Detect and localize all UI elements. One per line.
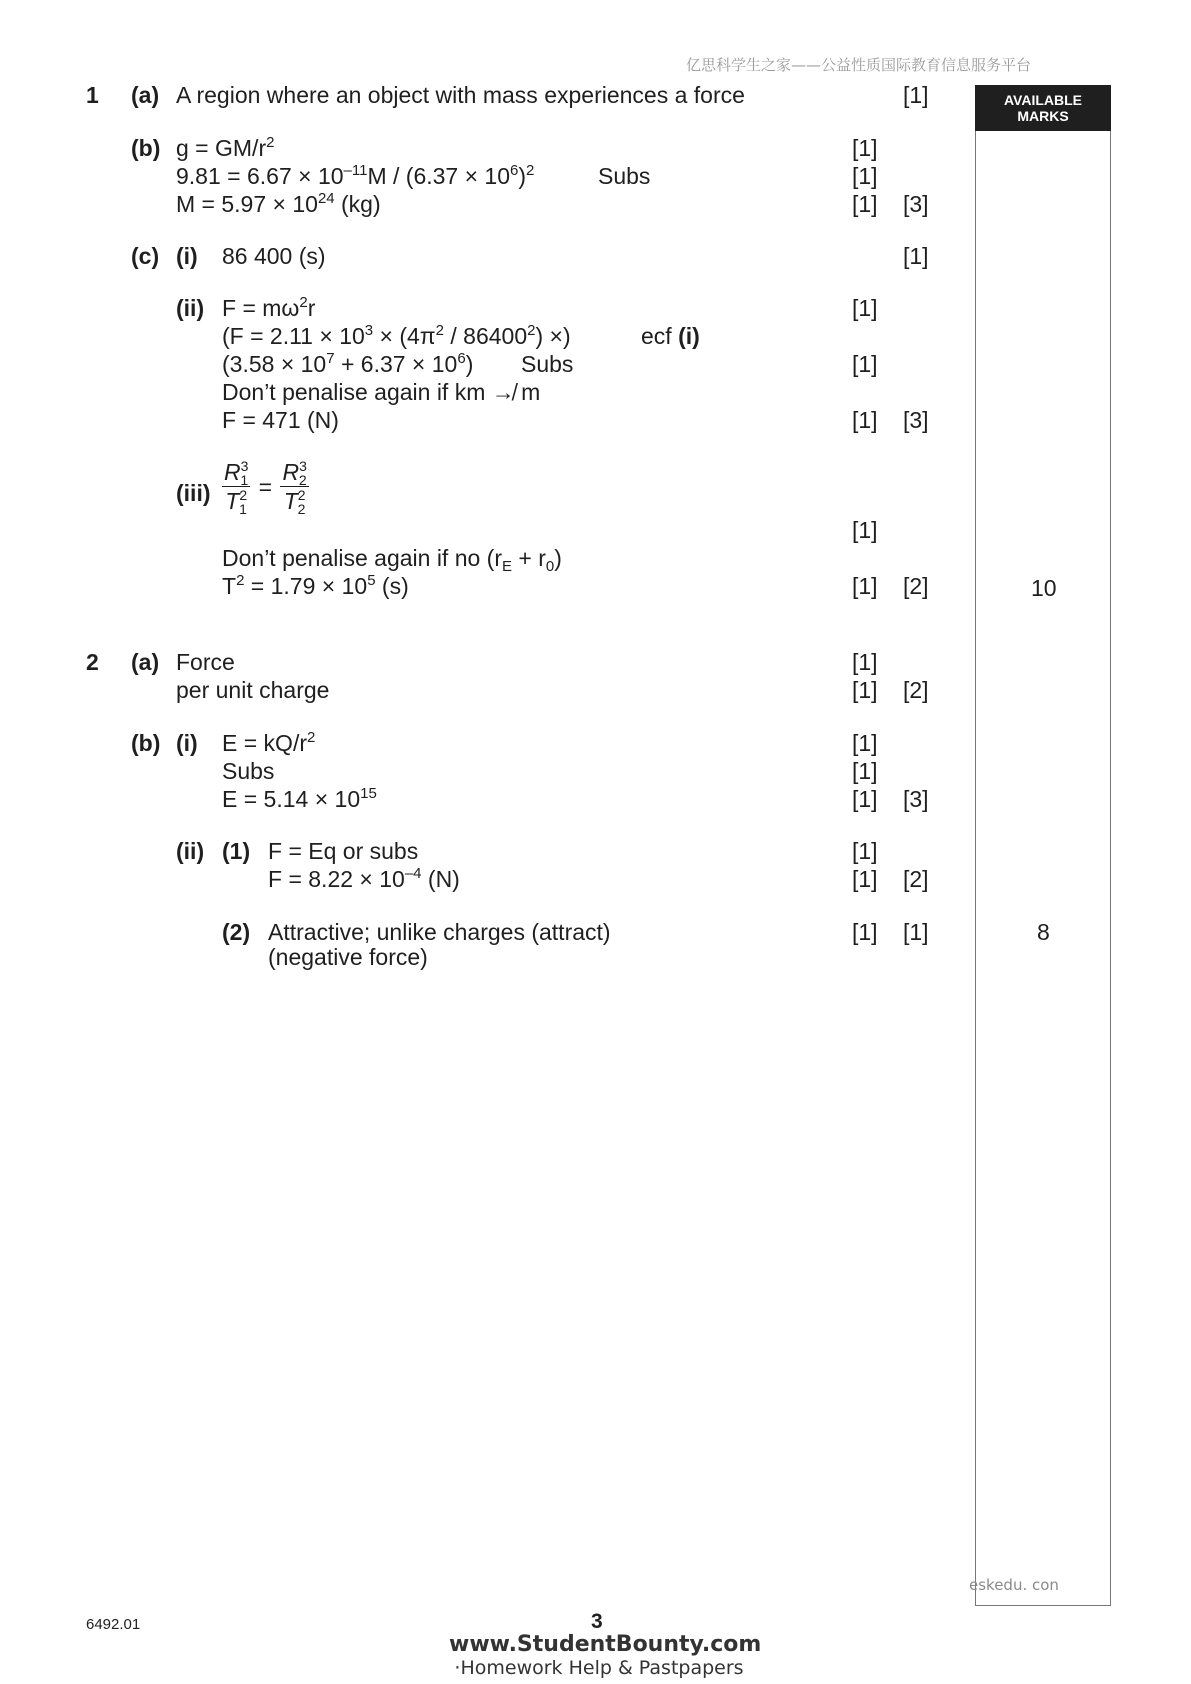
q2bii1-label: (1) (222, 838, 251, 864)
q2bi-line-1: $E = kQ/r^2$ (222, 729, 316, 756)
q1a-label: (a) (131, 82, 160, 108)
q1cii-label: (ii) (176, 295, 205, 321)
q1a-text: A region where an object with mass experiences a force (176, 82, 745, 108)
q2bii-label: (ii) (176, 838, 205, 864)
page-number: 3 (591, 1610, 603, 1633)
q1c-label: (c) (131, 243, 160, 269)
q1b-line-3: $M = 5.97 \times 10^{24}$ (kg) (176, 190, 381, 217)
q1cii-line-5: F = 471 (N) (222, 407, 339, 433)
header-watermark: 亿思科学生之家——公益性质国际教育信息服务平台 (686, 56, 1032, 74)
lhs-fraction: $\frac{R^3_1}{T^2_1}$ (224, 458, 249, 517)
q2a-mark-2: [1] (852, 677, 878, 703)
q2bii1-total: [2] (903, 866, 929, 892)
q1-available-total: 10 (1031, 575, 1057, 601)
q1ci-text: 86 400 (s) (222, 243, 326, 269)
q1b-subs: Subs (598, 163, 651, 189)
q1ciii-equation: $\frac{R^3_1}{T^2_1}$ = $\frac{R^3_2}{T^2_2}$ (224, 458, 307, 517)
q2bi-mark-3: [1] (852, 786, 878, 812)
q1cii-line-2: ($F = 2.11 \times 10^3 \times (4\pi^2 / 86400^2)$ ×) (222, 322, 571, 349)
q1b-total: [3] (903, 191, 929, 217)
q2a-line-1: Force (176, 649, 235, 675)
studentbounty-logo[interactable]: www.StudentBounty.com ·Homework Help & Pastpapers (449, 1632, 762, 1679)
q2a-line-2: per unit charge (176, 677, 330, 703)
not-implies-icon: ↛ (491, 379, 515, 405)
q2bii2-mark-1: [1] (852, 919, 878, 945)
q2bii1-mark-1: [1] (852, 838, 878, 864)
eskedu-watermark: eskedu. con (969, 1576, 1059, 1594)
q1ciii-mark-1: [1] (852, 517, 878, 543)
q2a-total: [2] (903, 677, 929, 703)
q2bi-total: [3] (903, 786, 929, 812)
q1cii-mark-3: [1] (852, 351, 878, 377)
q1ciii-line-2: Don’t penalise again if no $(r_E + r_0)$ (222, 545, 562, 575)
q2bii2-line-2: (negative force) (268, 944, 428, 970)
q2bii2-line-1: Attractive; unlike charges (attract) (268, 919, 611, 945)
q2b-label: (b) (131, 730, 161, 756)
q1ciii-label: (iii) (176, 480, 211, 506)
available-marks-column (975, 131, 1111, 1606)
q2bi-mark-2: [1] (852, 758, 878, 784)
q1ci-label: (i) (176, 243, 198, 269)
q2bii1-line-2: $F = 8.22 \times 10^{-4}$ (N) (268, 865, 460, 892)
q1b-line-2: $9.81 = 6.67 \times 10^{-11}M / (6.37 \times 10^6)^2$ (176, 162, 535, 189)
q1b-label: (b) (131, 135, 161, 161)
q2-number: 2 (86, 649, 99, 675)
q2bi-line-2: Subs (222, 758, 275, 784)
q1cii-ecf: ecf (i) (641, 323, 700, 349)
q1-number: 1 (86, 82, 99, 108)
q2bii1-mark-2: [1] (852, 866, 878, 892)
q1ci-total: [1] (903, 243, 929, 269)
available-marks-header: AVAILABLE MARKS (975, 85, 1111, 131)
q1cii-line-3: $(3.58 \times 10^7 + 6.37 \times 10^6)$ (222, 350, 474, 377)
q1b-mark-2: [1] (852, 163, 878, 189)
q1ciii-total: [2] (903, 573, 929, 599)
q1cii-line-4: Don’t penalise again if km ↛ m (222, 379, 541, 405)
q2bii2-label: (2) (222, 919, 251, 945)
q2a-label: (a) (131, 649, 160, 675)
q2bii2-total: [1] (903, 919, 929, 945)
q1ciii-mark-3: [1] (852, 573, 878, 599)
q1cii-line-1: $F = m\omega^2r$ (222, 294, 316, 321)
q1b-line-1: $g = GM/r^2$ (176, 134, 275, 161)
paper-code: 6492.01 (86, 1616, 141, 1633)
q2bii1-line-1: F = Eq or subs (268, 838, 419, 864)
q1ciii-line-3: $T^2 = 1.79 \times 10^5$ (s) (222, 572, 409, 599)
q1b-mark-3: [1] (852, 191, 878, 217)
rhs-fraction: $\frac{R^3_2}{T^2_2}$ (282, 458, 307, 517)
q1cii-mark-1: [1] (852, 295, 878, 321)
q1cii-subs: Subs (521, 351, 574, 377)
q2-available-total: 8 (1037, 919, 1050, 945)
q2a-mark-1: [1] (852, 649, 878, 675)
q1cii-total: [3] (903, 407, 929, 433)
q2bi-label: (i) (176, 730, 198, 756)
q2bi-mark-1: [1] (852, 730, 878, 756)
q2bi-line-3: $E = 5.14 \times 10^{15}$ (222, 785, 377, 812)
q1a-total: [1] (903, 82, 929, 108)
q1cii-mark-5: [1] (852, 407, 878, 433)
q1b-mark-1: [1] (852, 135, 878, 161)
